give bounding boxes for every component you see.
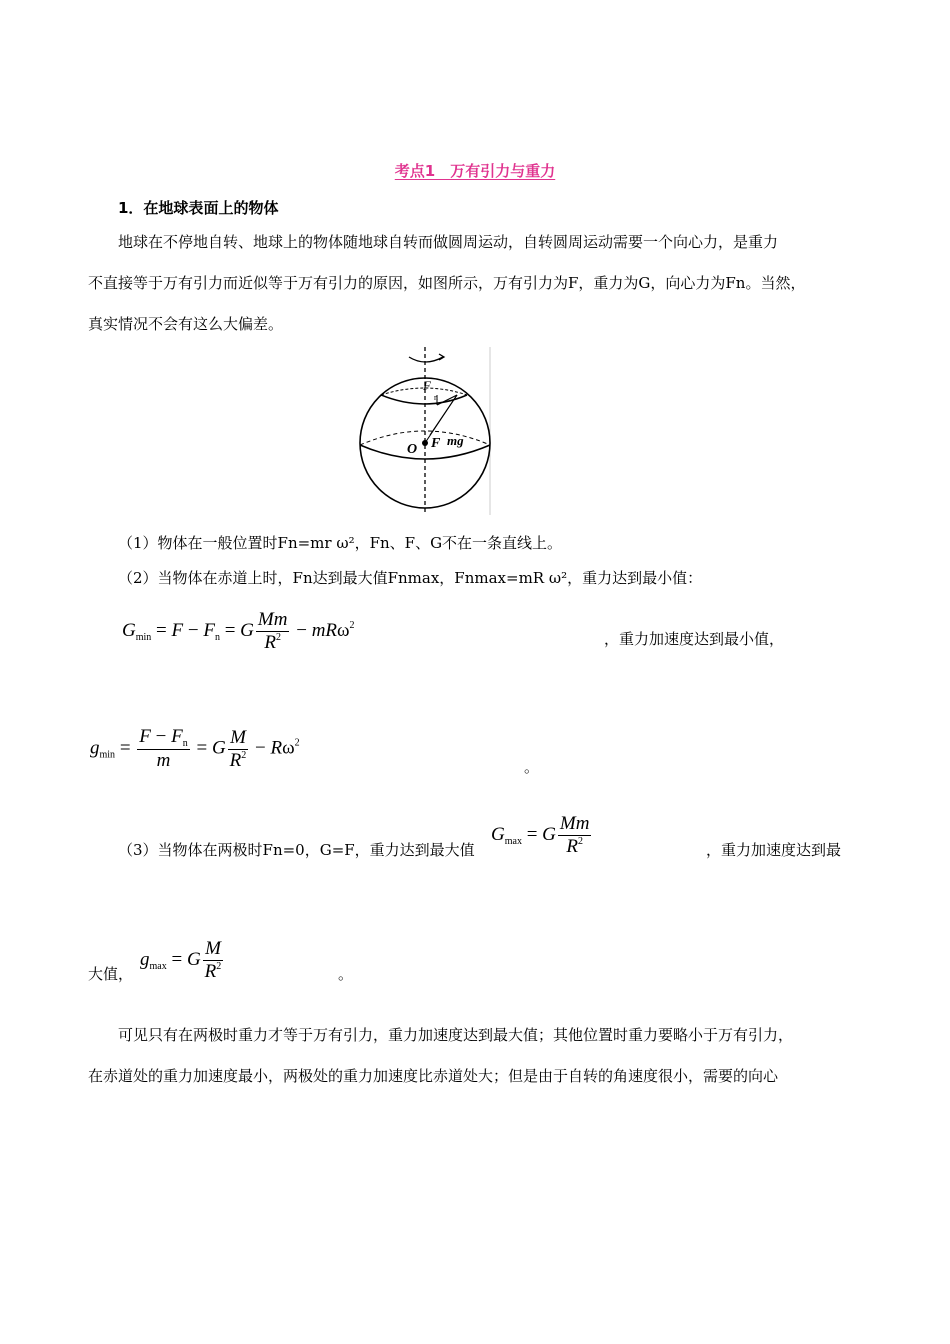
formula-lowercase-g-max: $g_{max} = G$ $\frac{M}{R^2}$: [140, 938, 222, 982]
formula-lowercase-g-min: $g_{min}$ = $\frac{F - F_n}{m}$ = G $\frac{M}{R^2}$ − $R\omega^2$: [90, 726, 300, 771]
force-label-mg: mg: [447, 433, 464, 448]
item-3: （3）当物体在两极时Fn=0，G=F，重力达到最大值: [118, 841, 475, 859]
formula-g-max: $G_{max} = G$ $\frac{Mm}{R^2}$: [491, 813, 590, 857]
item-3-line-2: 大值，: [88, 965, 134, 983]
item-2-end-punct: 。: [524, 758, 540, 776]
center-label-o: O: [407, 442, 418, 457]
force-label-f-top: F: [423, 378, 431, 393]
force-label-n: n: [434, 393, 438, 402]
item-2: （2）当物体在赤道上时，Fn达到最大值Fnmax，Fnmax=mR ω²，重力达到最小值：: [118, 569, 703, 587]
paragraph-line: 真实情况不会有这么大偏差。: [88, 315, 284, 333]
item-3-end-punct: 。: [338, 965, 354, 983]
paragraph-line: 不直接等于万有引力而近似等于万有引力的原因，如图所示，万有引力为F，重力为G，向心力为Fn。当然，: [88, 274, 806, 292]
conclusion-line: 在赤道处的重力加速度最小，两极处的重力加速度比赤道处大；但是由于自转的角速度很小，需要的向心: [88, 1067, 779, 1085]
formula-g-min: $G_{min} = F - F_n = G$ $\frac{Mm}{R^2}$ − mRω$^2$: [122, 609, 355, 653]
item-1: （1）物体在一般位置时Fn=mr ω²，Fn、F、G不在一条直线上。: [118, 534, 563, 552]
conclusion-line: 可见只有在两极时重力才等于万有引力，重力加速度达到最大值；其他位置时重力要略小于万有引力，: [118, 1026, 794, 1044]
earth-gravity-diagram: [355, 345, 495, 517]
force-label-f: F: [431, 436, 441, 451]
section-heading: 1．在地球表面上的物体: [118, 199, 279, 217]
item-3-continuation: ，重力加速度达到最: [706, 841, 842, 859]
paragraph-line: 地球在不停地自转、地球上的物体随地球自转而做圆周运动，自转圆周运动需要一个向心力，是重力: [118, 233, 779, 251]
item-2-continuation: ，重力加速度达到最小值，: [604, 630, 785, 648]
section-title: 考点1 万有引力与重力: [394, 162, 556, 180]
